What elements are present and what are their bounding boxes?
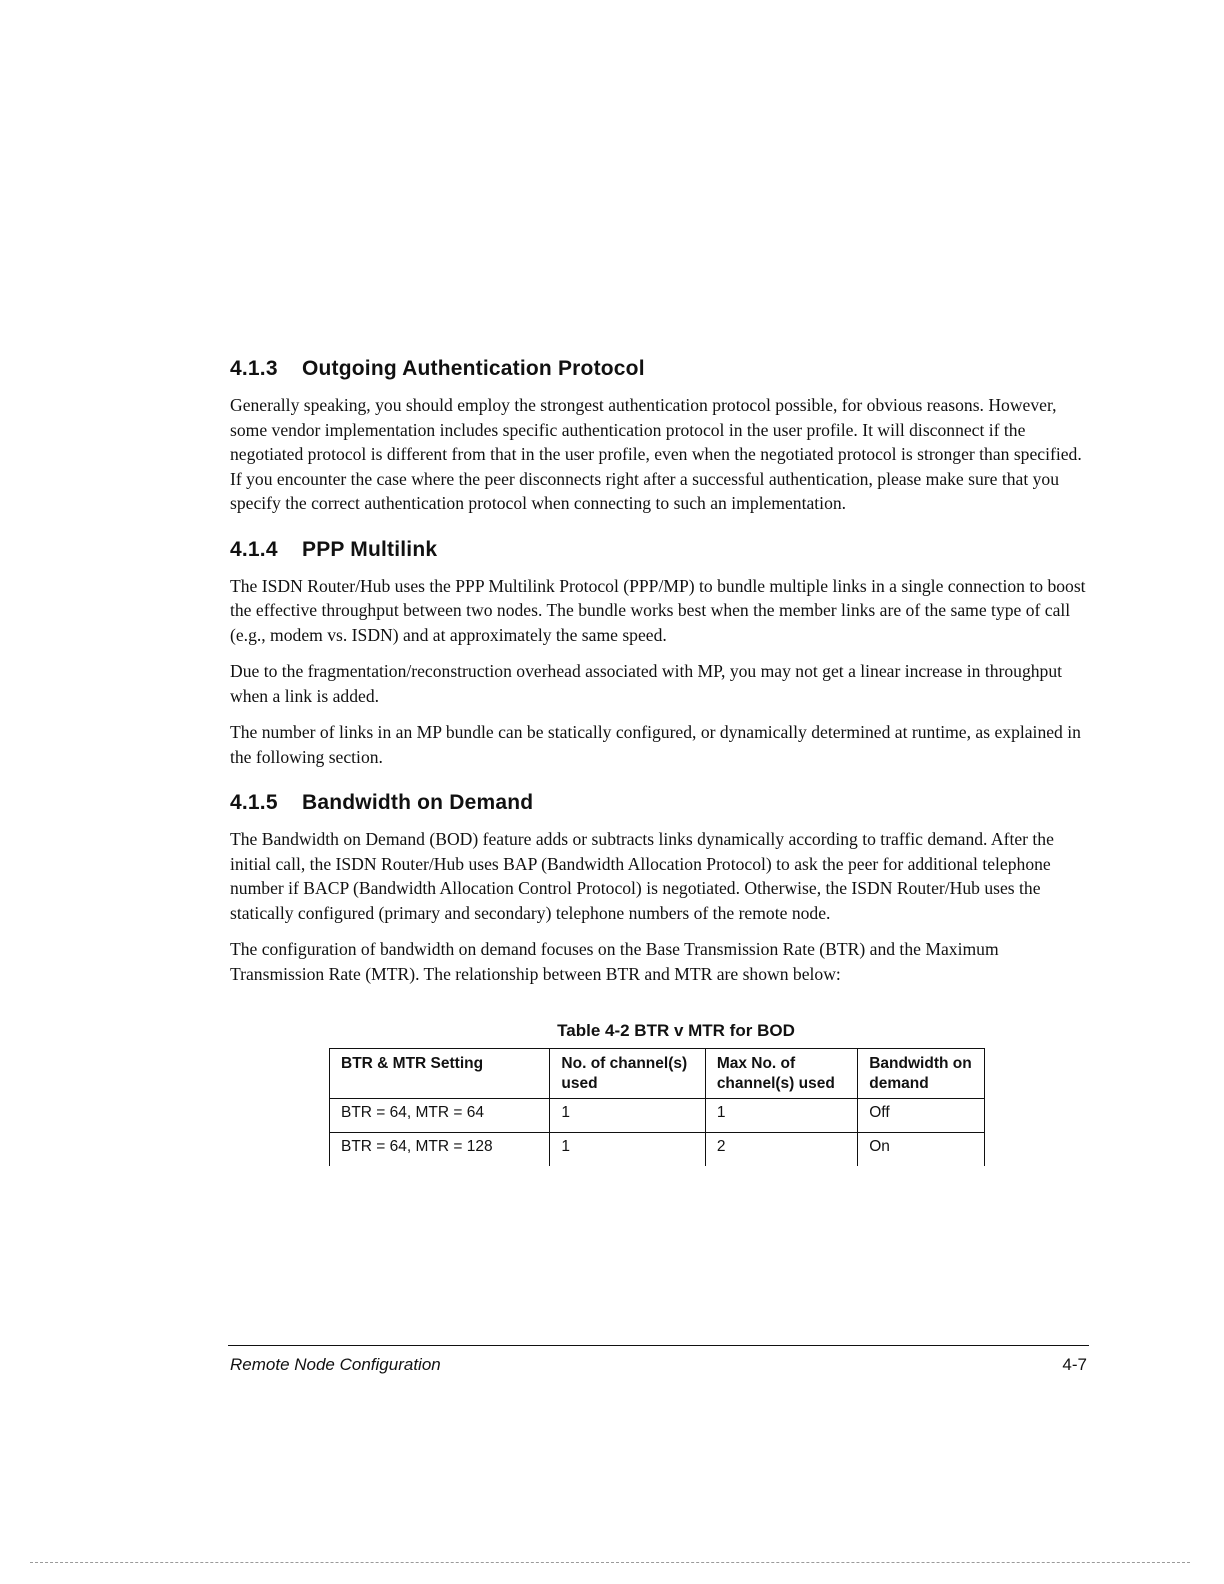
table-cell: 2: [705, 1133, 857, 1167]
section-title: PPP Multilink: [302, 537, 438, 561]
table-header-cell: No. of channel(s) used: [550, 1049, 705, 1099]
section-ppp-multilink: [230, 538, 1092, 770]
table-cell: BTR = 64, MTR = 128: [330, 1133, 550, 1167]
table-row: [330, 1133, 985, 1167]
paragraph: The configuration of bandwidth on demand focuses on the Base Transmission Rate (BTR) and the Maximum Transmission Rate (MTR). The relationship between BTR and MTR are shown below:: [230, 939, 999, 984]
table-cell: 1: [550, 1133, 705, 1167]
table-header-cell: Max No. of channel(s) used: [705, 1049, 857, 1099]
scan-artifact-line: [30, 1562, 1190, 1563]
table-header-cell: Bandwidth on demand: [858, 1049, 985, 1099]
table-header-cell: BTR & MTR Setting: [330, 1049, 550, 1099]
section-heading: [230, 791, 1092, 815]
section-heading: [230, 538, 1092, 562]
section-outgoing-authentication: [230, 357, 1092, 516]
paragraph: The Bandwidth on Demand (BOD) feature adds or subtracts links dynamically according to traffic demand. After the initial call, the ISDN Router/Hub uses BAP (Bandwidth Allocation Protocol) to ask the peer for additional telephone number if BACP (Bandwidth Allocation Control Protocol) is negotiated. Otherwise, the ISDN Router/Hub uses the statically configured (primary and secondary) telephone numbers of the remote node.: [230, 829, 1054, 923]
btr-mtr-table: [329, 1048, 985, 1166]
section-number: 4.1.4: [230, 537, 278, 561]
table-header-row: [330, 1049, 985, 1099]
table-cell: On: [858, 1133, 985, 1167]
paragraph: Due to the fragmentation/reconstruction overhead associated with MP, you may not get a linear increase in throughput when a link is added.: [230, 661, 1063, 706]
paragraph: The number of links in an MP bundle can be statically configured, or dynamically determined at runtime, as explained in the following section.: [230, 722, 1081, 767]
section-heading: [230, 357, 1092, 381]
table-cell: 1: [550, 1099, 705, 1133]
footer-chapter-title: Remote Node Configuration: [230, 1355, 441, 1374]
table-cell: BTR = 64, MTR = 64: [330, 1099, 550, 1133]
paragraph: Generally speaking, you should employ the strongest authentication protocol possible, for obvious reasons. However, some vendor implementation includes specific authentication protocol in the user profile. It will disconnect if the negotiated protocol is different from that in the user profile, even when the negotiated protocol is stronger than specified. If you encounter the case where the peer disconnects right after a successful authentication, please make sure that you specify the correct authentication protocol when connecting to such an implementation.: [230, 395, 1082, 513]
table-cell: Off: [858, 1099, 985, 1133]
footer-page-number: 4-7: [1062, 1355, 1087, 1374]
section-number: 4.1.3: [230, 357, 278, 380]
section-number: 4.1.5: [230, 791, 278, 814]
section-bandwidth-on-demand: [230, 791, 1092, 986]
section-title: Outgoing Authentication Protocol: [302, 357, 645, 380]
footer-divider: [228, 1345, 1089, 1346]
paragraph: The ISDN Router/Hub uses the PPP Multilink Protocol (PPP/MP) to bundle multiple links in a single connection to boost the effective throughput between two nodes. The bundle works best when the member links are of the same type of call (e.g., modem vs. ISDN) and at approximately the same speed.: [230, 575, 1086, 645]
table-cell: 1: [705, 1099, 857, 1133]
section-title: Bandwidth on Demand: [302, 791, 534, 814]
page-content: [230, 357, 1092, 1166]
table-row: [330, 1099, 985, 1133]
table-title: Table 4-2 BTR v MTR for BOD: [557, 1021, 795, 1040]
